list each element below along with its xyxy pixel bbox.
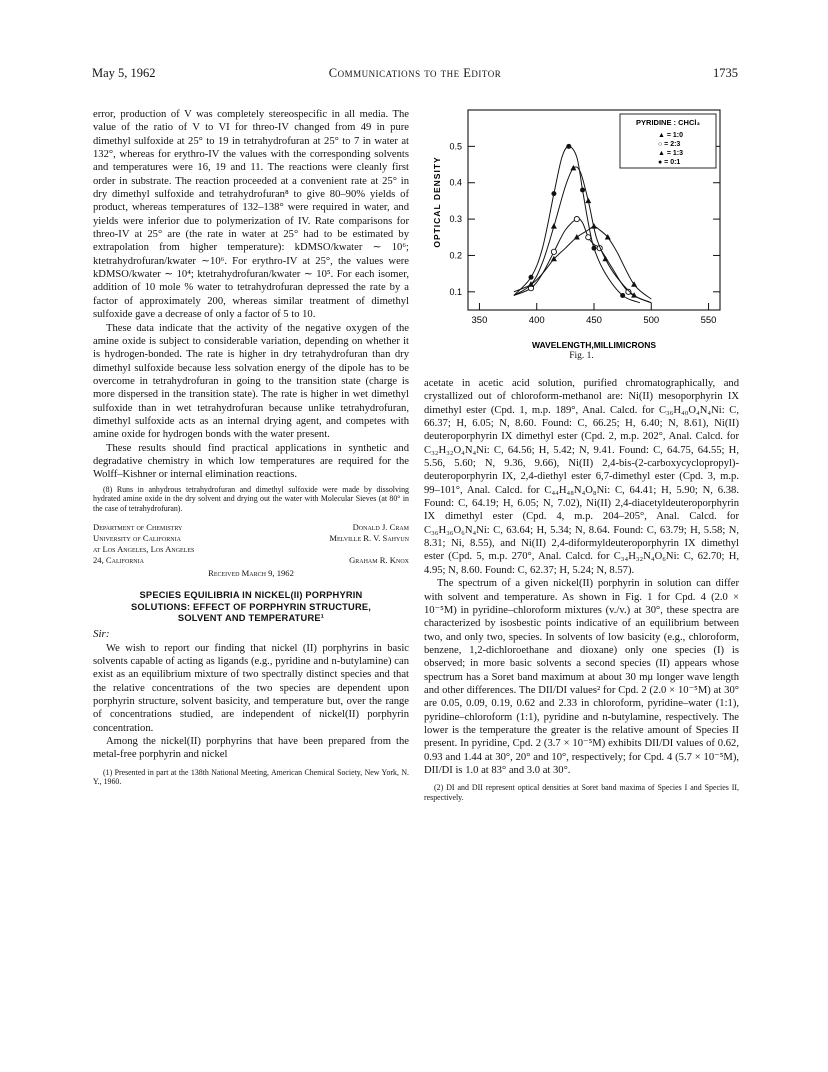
paragraph-applications: These results should find practical applications in synthetic and degradative chemistry in which low temperatures are required for the Wolff–Kishner or internal elimination reactions. xyxy=(93,442,409,481)
series-line xyxy=(514,226,651,299)
data-point-filled-circle xyxy=(529,275,534,280)
title-line: SOLUTIONS: EFFECT OF PORPHYRIN STRUCTURE, xyxy=(130,601,372,612)
y-tick-label: 0.1 xyxy=(449,286,462,297)
affiliation-line: Department of Chemistry xyxy=(93,522,183,533)
data-point-filled-circle xyxy=(551,191,556,196)
author-name: Melville R. V. Sahyun xyxy=(329,533,409,544)
journal-section: Communications to the Editor xyxy=(328,66,502,80)
series-2 xyxy=(514,216,651,302)
x-tick-label: 550 xyxy=(700,315,717,326)
legend-title: PYRIDINE : CHCl₃ xyxy=(636,118,700,127)
series-line xyxy=(514,146,640,302)
data-point-filled-circle xyxy=(620,293,625,298)
author-affiliation-block xyxy=(93,522,409,580)
legend-entry: ○ = 2:3 xyxy=(658,141,681,148)
data-point-filled-circle xyxy=(566,144,571,149)
author-name: Graham R. Knox xyxy=(349,555,409,566)
page-number: 1735 xyxy=(713,66,738,80)
running-header xyxy=(92,66,738,82)
x-tick-label: 350 xyxy=(471,315,488,326)
footnote-8: (8) Runs in anhydrous tetrahydrofuran and dimethyl sulfoxide were made by dissolving hydrated amine oxide in the dry solvent and drying out the water with Molecular Sieves (at 80° in the case of tetrahydrofuran). xyxy=(93,484,409,513)
data-point-triangle xyxy=(570,165,576,171)
paragraph-spectra: The spectrum of a given nickel(II) porphyrin in solution can differ with solvent and temperature. As shown in Fig. 1 for Cpd. 4 (2.0 × 10⁻⁵M) in pyridine–chloroform mixtures (v./v.) at 30°, these spectra are characterized by isosbestic points indicative of an equilibrium between two, and only two, species. In solvents of low basicity (e.g., chloroform, benzene, 1,2-dichloroethane and dioxane) only one species (I) is observed; in more basic solvents a second species (II) appears whose spectrum has a Soret band maximum at about 30 mμ longer wave length and other differences. The DII/DI values² for Cpd. 2 (2.0 × 10⁻⁵M) at 30° are 0.05, 0.09, 0.19, 0.62 and 2.33 in chloroform, pyridine–water (1:1), pyridine–chloroform (1:1), pyridine and n-butylamine, respectively. The lower is the temperature the greater is the relative amount of Species II present. In pyridine, Cpd. 2 (3.7 × 10⁻⁵M) exhibits DII/DI values of 0.62, 0.93 and 1.44 at 30°, 20° and 10°, respectively; for Cpd. 4 (5.7 × 10⁻⁵M), DII/DI is 1.0 at 83° and 3.0 at 30°. xyxy=(424,578,739,776)
y-tick-label: 0.5 xyxy=(449,141,462,152)
data-point-triangle xyxy=(574,234,580,240)
y-tick-label: 0.2 xyxy=(449,250,462,261)
series-1 xyxy=(514,223,651,299)
affiliation-line: at Los Angeles, Los Angeles xyxy=(93,544,195,555)
title-line: SOLVENT AND TEMPERATURE¹ xyxy=(177,613,325,623)
x-tick-label: 450 xyxy=(586,315,602,326)
data-point-triangle xyxy=(551,223,557,229)
data-point-filled-circle xyxy=(592,246,597,251)
data-point-triangle xyxy=(602,256,608,261)
salutation: Sir: xyxy=(93,628,110,641)
y-tick-label: 0.3 xyxy=(449,214,462,225)
title-line: SPECIES EQUILIBRIA IN NICKEL(II) PORPHYRIN xyxy=(139,590,363,601)
article-title xyxy=(93,590,409,624)
affiliation-line: 24, California xyxy=(93,555,144,566)
absorption-spectra-figure xyxy=(424,100,739,360)
data-point-filled-circle xyxy=(580,188,585,193)
affiliation-line: University of California xyxy=(93,533,181,544)
x-tick-label: 500 xyxy=(643,315,660,326)
legend-entry: ▲ = 1:3 xyxy=(658,150,684,157)
paragraph-intro: We wish to report our finding that nickel (II) porphyrins in basic solvents capable of acting as ligands (e.g., pyridine and n-butylamine) can exist as an equilibrium mixture of two spectrally distinct species and that the relative concentrations of the two species are dependent upon porphyrin structure, solvent basicity, and temperature but, over the range of concentrations studied, are independent of nickel(II) porphyrin concentration. xyxy=(93,642,409,734)
legend-entry: ● = 0:1 xyxy=(658,159,681,166)
data-point-triangle xyxy=(585,198,591,204)
footnote-1: (1) Presented in part at the 138th National Meeting, American Chemical Society, New York, N. Y., 1960. xyxy=(93,767,409,787)
data-point-open-circle xyxy=(551,249,556,254)
y-tick-label: 0.4 xyxy=(449,177,462,188)
issue-date: May 5, 1962 xyxy=(92,66,156,80)
author-name: Donald J. Cram xyxy=(352,522,409,533)
y-axis-label: OPTICAL DENSITY xyxy=(432,156,442,248)
left-column xyxy=(93,108,409,787)
paragraph-preparation: Among the nickel(II) porphyrins that have been prepared from the metal-free porphyrin and nickel xyxy=(93,736,409,761)
paragraph-discussion: These data indicate that the activity of the negative oxygen of the amine oxide is subject to considerable variation, depending on whether it is hydrogen-bonded. The rate is higher in dry tetrahydrofuran than dry dimethyl sulfoxide because less solvation energy of the dipole has to be overcome in tetrahydrofuran in going to the transition state (charge is more dispersed in the transition state). The rate is higher in wet dimethyl sulfoxide than in wet tetrahydrofuran because unlike tetrahydrofuran, dimethyl sulfoxide acts as an internal drying agent, and competes with amine oxide for hydrogen bonds with the water present. xyxy=(93,322,409,441)
legend xyxy=(620,114,716,168)
received-date: Received March 9, 1962 xyxy=(208,568,294,579)
paragraph-continued: error, production of V was completely stereospecific in all media. The value of the ratio of V to VI for threo-IV changed from 49 in pure dimethyl sulfoxide at 25° to 19 in tetrahydrofuran at 25° to 7 in water at 132°, whereas for erythro-IV the values with the corresponding solvents and temperatures were 16, 19 and 11. The reactions were cleanly first order in substrate. The reaction proceeded at a convenient rate at 25° in dry dimethyl sulfoxide and tetrahydrofuran⁸ to give 80–90% yields of product, whereas temperatures of 132–138° were required in water, and yields were inferior due to polymerization of IV. Rate comparisons for threo-IV at 25° are (the rate in water at 25° had to be estimated by extrapolation from higher temperature): kDMSO/kwater ∼ 10⁶; ktetrahydrofuran/kwater ∼10⁶. For erythro-IV at 25°, the values were kDMSO/kwater ∼ 10⁴; ktetrahydrofuran/kwater ∼ 10⁵. For each isomer, addition of 10 mole % water to tetrahydrofuran depressed the rate by a factor of approximately 200, whereas similar treatment of dimethyl sulfoxide gave a decrease of only a factor of 5 to 10. xyxy=(93,109,409,321)
x-tick-label: 400 xyxy=(528,315,545,326)
figure-caption: Fig. 1. xyxy=(569,351,594,361)
right-column xyxy=(424,377,739,803)
footnote-2: (2) DI and DII represent optical densities at Soret band maxima of Species I and Species II, respectively. xyxy=(424,783,739,802)
legend-entry: ▲ = 1:0 xyxy=(658,132,684,139)
x-axis-label: WAVELENGTH,MILLIMICRONS xyxy=(531,340,657,350)
paragraph-compounds: acetate in acetic acid solution, purified chromatographically, and crystallized out of chloroform-methanol are: Ni(II) mesoporphyrin IX dimethyl ester (Cpd. 1, m.p. 189°, Anal. Calcd. for C₃₆H₄₀O₄N₄Ni: C, 66.37; H, 6.05; N, 8.60. Found: C, 66.25; H, 6.40; N, 8.61), Ni(II) deuteroporphyrin IX dimethyl ester (Cpd. 2, m.p. 202°, Anal. Calcd. for C₃₂H₃₂O₄N₄Ni: C, 64.56; H, 5.42; N, 9.41. Found: C, 64.75, 64.55; H, 5.56, 5.60; N, 9.36, 9.66), Ni(II) 2,4-bis-(2-carboxycyclopropyl)-deuteroporphyrin IX, 2,4-diethyl ester 6,7-dimethyl ester (Cpd. 3, m.p. 99–101°, Anal. Calcd. for C₄₄H₄₈N₄O₈Ni: C, 64.41; H, 5.90; N, 6.38. Found: C, 64.19; H, 6.05; N, 7.02), Ni(II) 2,4-diacetyldeuteroporphyrin IX dimethyl ester (Cpd. 4, m.p. 204–205°, Anal. Calcd. for C₃₆H₃₆O₆N₄Ni: C, 63.64; H, 5.34; N, 8.64. Found: C, 63.79; H, 5.58; N, 8.31; Ni, 8.55), and Ni(II) 2,4-diformyldeuteroporphyrin IX dimethyl ester (Cpd. 5, m.p. 270°, Anal. Calcd. for C₃₄H₃₂N₄O₆Ni: C, 62.70; H, 4.95; N, 8.60. Found: C, 62.37; H, 5.24; N, 8.57). xyxy=(424,378,739,576)
data-point-open-circle xyxy=(586,235,591,240)
data-point-open-circle xyxy=(574,216,579,221)
